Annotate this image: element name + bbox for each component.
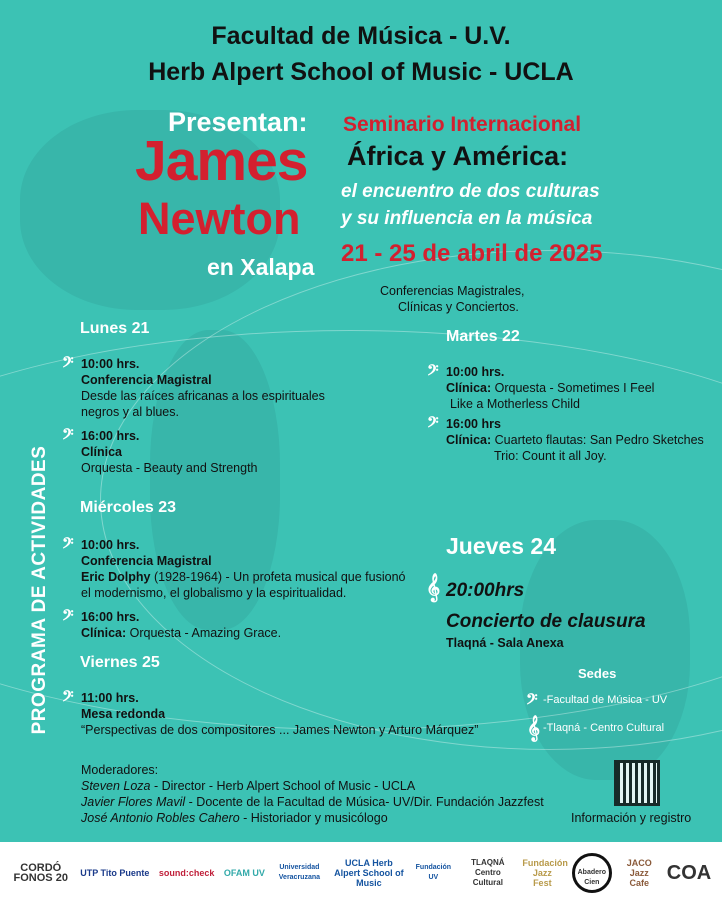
bass-clef-icon: 𝄢 (427, 362, 439, 382)
seminar-title: África y América: (347, 141, 569, 171)
seminar-types: Conferencias Magistrales, (380, 284, 525, 298)
event-desc: “Perspectivas de dos compositores ... James Newton y Arturo Márquez” (81, 723, 479, 737)
event-type: Clínica: (446, 381, 492, 395)
seminar-subtitle: el encuentro de dos culturas (341, 181, 600, 202)
moderator-role: - Historiador y musicólogo (239, 811, 388, 825)
event-type: Mesa redonda (81, 707, 166, 721)
moderator-name: Javier Flores Mavil (81, 795, 186, 809)
moderator-role: - Docente de la Facultad de Música- UV/Dir. Fundación Jazzfest (185, 795, 544, 809)
presenter-first-name: James (135, 129, 308, 193)
logo-cordofonos: CORDÓ FONOS 20 (13, 861, 68, 884)
event-venue: Tlaqná - Sala Anexa (446, 636, 564, 650)
logo-soundcheck: sound:check (158, 867, 215, 878)
seminar-dates: 21 - 25 de abril de 2025 (341, 240, 603, 267)
event-desc: Desde las raíces africanas a los espirituales (81, 389, 325, 403)
logo-utp: UTP Tito Puente (80, 867, 150, 878)
event-desc: Orquesta - Beauty and Strength (81, 461, 258, 475)
registration-label: Información y registro (571, 811, 692, 825)
venue-item: -Facultad de Música - UV (543, 694, 668, 706)
event-title: Concierto de clausura (446, 611, 646, 632)
event-desc: negros y al blues. (81, 405, 179, 419)
logo-fundacion-uv: Fundación UV (415, 863, 452, 881)
logo-ofam: OFAM UV (223, 867, 265, 878)
bass-clef-icon: 𝄢 (62, 426, 74, 446)
event-desc: Trio: Count it all Joy. (494, 449, 607, 463)
vertical-program-label: PROGRAMA DE ACTIVIDADES (29, 445, 50, 735)
event-time: 11:00 hrs. (81, 691, 139, 705)
logo-jazzfest: Fundación Jazz Fest (522, 857, 568, 888)
day-heading-viernes: Viernes 25 (80, 654, 160, 671)
sponsor-logos (0, 838, 722, 903)
logo-uv: Universidad Veracruzana (278, 863, 321, 881)
logo-coa: COA (666, 861, 712, 884)
venue-item: -Tlaqná - Centro Cultural (543, 722, 665, 734)
event-time: 16:00 hrs. (81, 429, 140, 443)
header-line2: Herb Alpert School of Music - UCLA (148, 58, 574, 86)
bass-clef-icon: 𝄢 (62, 607, 74, 627)
day-heading-martes: Martes 22 (446, 328, 520, 345)
seminar-types: Clínicas y Conciertos. (398, 300, 519, 314)
bass-clef-icon: 𝄢 (427, 414, 439, 434)
day-heading-jueves: Jueves 24 (446, 533, 556, 559)
qr-code[interactable] (614, 760, 660, 806)
treble-clef-icon: 𝄞 (527, 715, 541, 740)
event-desc: el modernismo, el globalismo y la espiritualidad. (81, 586, 347, 600)
venues-title: Sedes (578, 666, 617, 681)
seminar-kicker: Seminario Internacional (343, 113, 582, 136)
logo-ucla: UCLA Herb Alpert School of Music (334, 857, 404, 888)
event-time: 10:00 hrs. (446, 365, 505, 379)
day-heading-lunes: Lunes 21 (80, 320, 150, 337)
event-person: Eric Dolphy (81, 570, 151, 584)
event-desc: Orquesta - Sometimes I Feel (494, 381, 655, 395)
bass-clef-icon: 𝄢 (526, 691, 538, 711)
event-time: 10:00 hrs. (81, 357, 140, 371)
event-time: 16:00 hrs. (81, 610, 140, 624)
event-type: Clínica: (446, 433, 492, 447)
event-desc: Like a Motherless Child (450, 397, 580, 411)
event-time: 10:00 hrs. (81, 538, 140, 552)
event-time: 16:00 hrs (446, 417, 501, 431)
presenter-intro: Presentan: (168, 107, 308, 137)
event-type: Conferencia Magistral (81, 554, 212, 568)
event-desc: (1928-1964) - Un profeta musical que fusionó (153, 570, 406, 584)
moderator-name: Steven Loza (81, 779, 151, 793)
event-time: 20:00hrs (446, 580, 525, 601)
event-desc: Orquesta - Amazing Grace. (129, 626, 282, 640)
logo-jaco: JACO Jazz Cafe (626, 857, 652, 888)
header-line1: Facultad de Música - U.V. (211, 22, 511, 50)
bass-clef-icon: 𝄢 (62, 535, 74, 555)
bass-clef-icon: 𝄢 (62, 354, 74, 374)
day-heading-miercoles: Miércoles 23 (80, 499, 177, 516)
bass-clef-icon: 𝄢 (62, 688, 74, 708)
moderator-name: José Antonio Robles Cahero (81, 811, 240, 825)
event-type: Clínica: (81, 626, 127, 640)
moderator-role: - Director - Herb Alpert School of Music - UCLA (150, 779, 416, 793)
presenter-place: en Xalapa (207, 254, 315, 280)
treble-clef-icon: 𝄞 (426, 574, 441, 601)
event-type: Clínica (81, 445, 122, 459)
logo-tlaqna: TLAQNÁ Centro Cultural (471, 857, 505, 887)
presenter-last-name: Newton (138, 193, 301, 244)
moderators-title: Moderadores: (81, 763, 159, 777)
event-type: Conferencia Magistral (81, 373, 212, 387)
event-desc: Cuarteto flautas: San Pedro Sketches (494, 433, 704, 447)
logo-abadero: Abadero Cien (572, 853, 612, 893)
seminar-subtitle: y su influencia en la música (341, 208, 593, 229)
